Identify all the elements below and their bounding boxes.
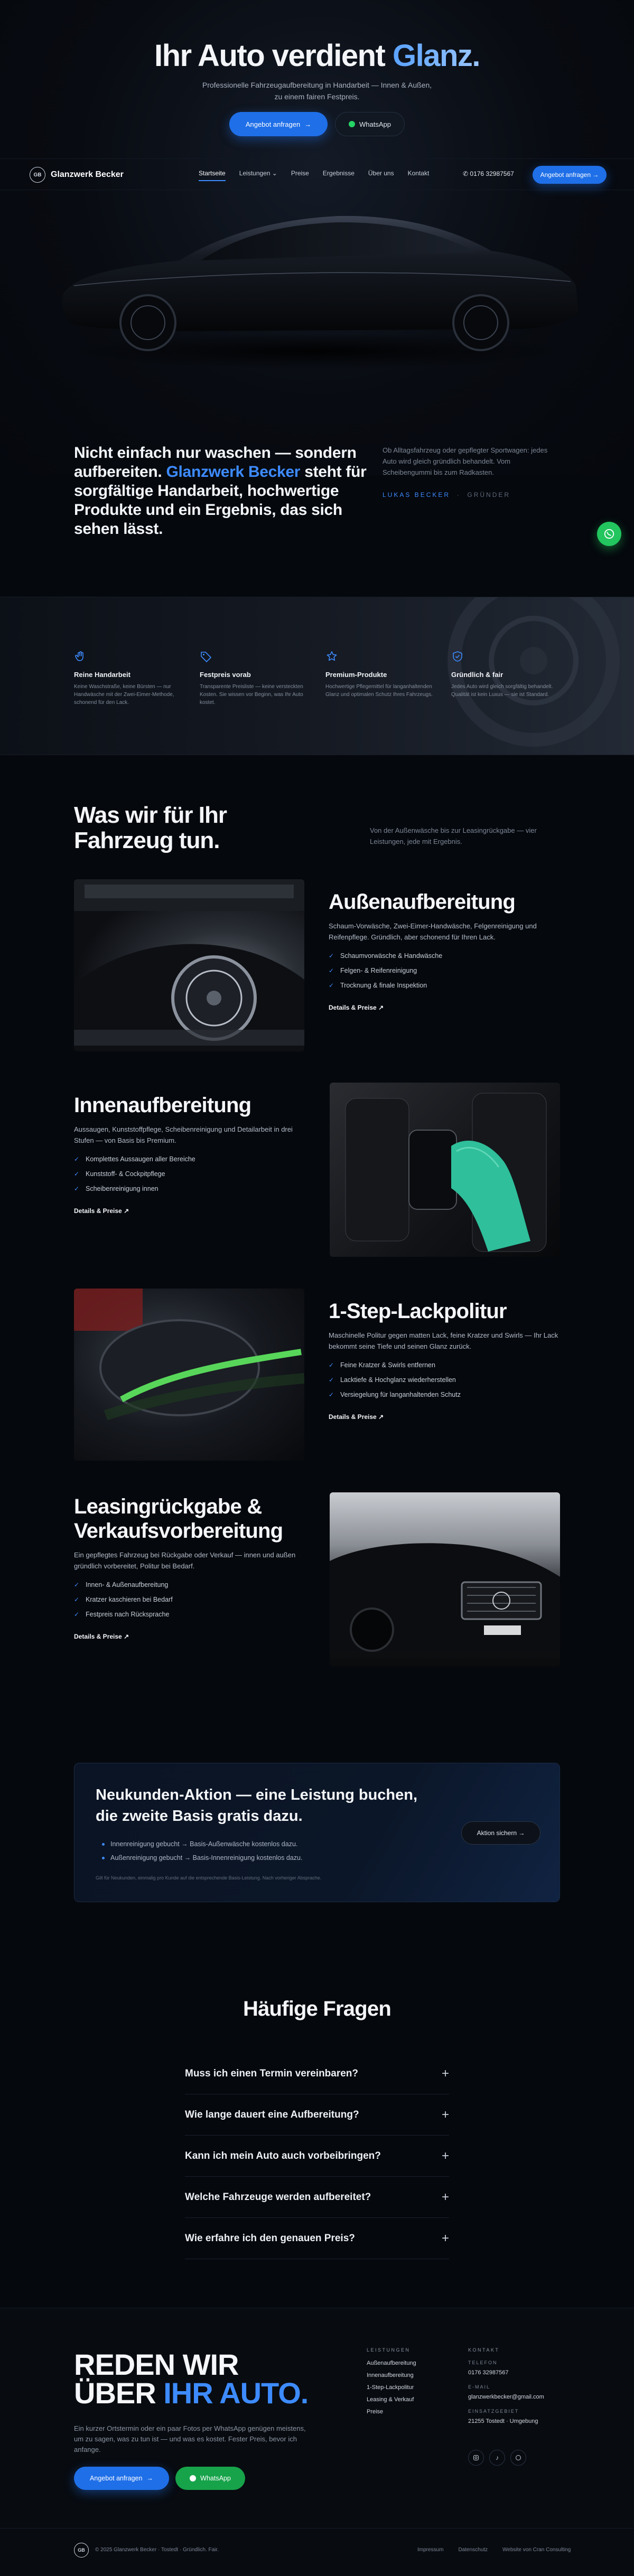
plus-icon: + xyxy=(441,2148,449,2163)
promo-bullet: Innenreinigung gebucht → Basis-Außenwäsche kostenlos dazu. xyxy=(110,1840,302,1848)
footer-text: Ein kurzer Ortstermin oder ein paar Fotos per WhatsApp genügen meistens, um zu sagen, was zu tun ist — und was es kostet. Fester Preis, bevor ich anfange. xyxy=(74,2424,306,2453)
service-polish xyxy=(329,1299,561,1422)
arrow-right-icon: → xyxy=(304,120,312,128)
service-polish-title: 1-Step-Lackpolitur xyxy=(329,1300,507,1323)
whatsapp-float-button[interactable] xyxy=(597,522,621,546)
plus-icon: + xyxy=(441,2107,449,2122)
footer-privacy-link[interactable]: Datenschutz xyxy=(458,2547,488,2553)
brand-name: Glanzwerk Becker xyxy=(51,170,124,179)
logo-mark: GB xyxy=(30,167,45,183)
service-interior xyxy=(74,1093,306,1216)
hand-icon xyxy=(74,650,87,663)
feature-gruendlich: Gründlich & fair Jedes Auto wird gleich sorgfältig behandelt. Qualität ist kein Luxus — sie ist Standard. xyxy=(451,650,562,699)
footer-legal-links xyxy=(417,2547,571,2553)
nav-item-kontakt[interactable]: Kontakt xyxy=(407,170,430,177)
features-band xyxy=(0,597,634,755)
feature-premium: Premium-Produkte Hochwertige Pflegemittel für langanhaltenden Glanz und optimalen Schutz Ihres Fahrzeugs. xyxy=(325,650,436,699)
service-exterior-image xyxy=(74,879,304,1051)
phone-icon: ✆ xyxy=(463,170,469,177)
nav-quote-button[interactable]: Angebot anfragen → xyxy=(533,166,607,184)
service-leasing-bullet: ✓ Festpreis nach Rücksprache xyxy=(74,1611,306,1618)
nav-item-startseite[interactable]: Startseite xyxy=(199,170,226,181)
service-interior-bullet: ✓ Komplettes Aussaugen aller Bereiche xyxy=(74,1155,306,1163)
faq-list xyxy=(185,2053,449,2259)
hero-quote-button[interactable]: Angebot anfragen → xyxy=(229,112,328,136)
hero-whatsapp-button[interactable]: WhatsApp xyxy=(335,112,405,136)
founder-signature: LUKAS BECKER · GRÜNDER xyxy=(383,491,511,499)
service-leasing-title: Leasingrückgabe & Verkaufsvorbereitung xyxy=(74,1495,283,1543)
service-polish-bullet: ✓ Feine Kratzer & Swirls entfernen xyxy=(329,1361,561,1369)
hero-title-accent: Glanz. xyxy=(392,39,480,73)
footer-credit-link[interactable]: Website von Cran Consulting xyxy=(502,2547,571,2553)
hero-car-image xyxy=(42,193,592,372)
arrow-up-right-icon: ↗ xyxy=(378,1413,384,1421)
service-interior-details-link[interactable]: Details & Preise ↗ xyxy=(74,1207,129,1215)
service-polish-text: Maschinelle Politur gegen matten Lack, feine Kratzer und Swirls — Ihr Lack bekommt seine Tiefe und seinen Glanz zurück. xyxy=(329,1331,558,1350)
footer-link[interactable]: Leasing & Verkauf xyxy=(367,2396,414,2403)
shield-icon xyxy=(451,650,464,663)
promo-claim-button[interactable]: Aktion sichern → xyxy=(461,1821,540,1845)
nav-phone[interactable]: ✆ 0176 32987567 xyxy=(463,170,514,177)
footer-phone[interactable]: 0176 32987567 xyxy=(468,2370,509,2376)
intro-side-text: Ob Alltagsfahrzeug oder gepflegter Sportwagen: jedes Auto wird gleich gründlich behandelt. Vom Scheibengummi bis zum Radkasten. xyxy=(383,446,548,476)
faq-item[interactable]: Wie lange dauert eine Aufbereitung? + xyxy=(185,2094,449,2136)
service-exterior-bullet: ✓ Schaumvorwäsche & Handwäsche xyxy=(329,952,561,960)
service-exterior-bullet: ✓ Felgen- & Reifenreinigung xyxy=(329,967,561,974)
main-nav xyxy=(0,158,634,190)
plus-icon: + xyxy=(441,2231,449,2245)
service-leasing-details-link[interactable]: Details & Preise ↗ xyxy=(74,1633,129,1640)
intro-statement: Nicht einfach nur waschen — sondern aufbereiten. Glanzwerk Becker steht für sorgfältige Handarbeit, hochwertige Produkte und ein Ergebnis, das sich sehen lässt. xyxy=(74,444,367,538)
promo-title: Neukunden-Aktion — eine Leistung buchen, die zweite Basis gratis dazu. xyxy=(96,1787,418,1825)
service-leasing-text: Ein gepflegtes Fahrzeug bei Rückgabe oder Verkauf — innen und außen gründlich vorbereitet, Politur bei Bedarf. xyxy=(74,1551,296,1570)
feature-festpreis: Festpreis vorab Transparente Preisliste — keine versteckten Kosten. Sie wissen vor Beginn, was Ihr Auto kostet. xyxy=(200,650,311,707)
service-exterior-bullet: ✓ Trocknung & finale Inspektion xyxy=(329,982,561,989)
plus-icon: + xyxy=(441,2189,449,2204)
footer-contact-column: KONTAKT TELEFON 0176 32987567 E-MAIL glanzwerkbecker@gmail.com EINSATZGEBIET 21255 Tostedt · Umgebung xyxy=(468,2347,544,2424)
faq-title: Häufige Fragen xyxy=(243,1997,391,2020)
faq-item[interactable]: Welche Fahrzeuge werden aufbereitet? + xyxy=(185,2177,449,2218)
service-polish-details-link[interactable]: Details & Preise ↗ xyxy=(329,1413,384,1421)
footer xyxy=(0,2308,634,2576)
service-exterior-details-link[interactable]: Details & Preise ↗ xyxy=(329,1004,384,1011)
service-leasing-bullet: ✓ Innen- & Außenaufbereitung xyxy=(74,1581,306,1588)
faq-item[interactable]: Muss ich einen Termin vereinbaren? + xyxy=(185,2053,449,2094)
service-exterior-title: Außenaufbereitung xyxy=(329,890,516,914)
footer-title: REDEN WIR ÜBER IHR AUTO. xyxy=(74,2348,309,2410)
footer-link[interactable]: Preise xyxy=(367,2409,384,2415)
faq-item[interactable]: Wie erfahre ich den genauen Preis? + xyxy=(185,2218,449,2259)
service-exterior-text: Schaum-Vorwäsche, Zwei-Eimer-Handwäsche, Felgenreinigung und Reifenpflege. Gründlich, aber schonend für Ihren Lack. xyxy=(329,922,537,941)
whatsapp-icon xyxy=(190,2475,196,2481)
promo-fine-print: Gilt für Neukunden, einmalig pro Kunde auf die entsprechende Basis-Leistung. Nach vorheriger Absprache. xyxy=(96,1875,322,1881)
whatsapp-icon xyxy=(603,528,615,540)
whatsapp-icon xyxy=(349,121,355,127)
service-polish-bullet: ✓ Lacktiefe & Hochglanz wiederherstellen xyxy=(329,1376,561,1384)
footer-whatsapp-button[interactable]: WhatsApp xyxy=(175,2467,245,2490)
footer-quote-button[interactable]: Angebot anfragen → xyxy=(74,2467,169,2490)
star-icon xyxy=(325,650,338,663)
chevron-down-icon: ⌄ xyxy=(272,170,277,177)
plus-icon: + xyxy=(441,2066,449,2081)
promo-box xyxy=(74,1763,560,1902)
footer-copyright: © 2025 Glanzwerk Becker · Tostedt · Gründlich. Fair. xyxy=(95,2547,219,2553)
tag-icon xyxy=(200,650,212,663)
service-interior-title: Innenaufbereitung xyxy=(74,1094,251,1117)
hero-section xyxy=(0,0,634,475)
service-exterior xyxy=(329,890,561,1012)
arrow-up-right-icon: ↗ xyxy=(124,1633,129,1640)
tiktok-icon[interactable]: ♪ xyxy=(489,2450,505,2466)
hero-subtitle: Professionelle Fahrzeugaufbereitung in Handarbeit — Innen & Außen, zu einem fairen Festpreis. xyxy=(202,81,432,101)
nav-item-preise[interactable]: Preise xyxy=(291,170,309,177)
service-interior-bullet: ✓ Kunststoff- & Cockpitpflege xyxy=(74,1170,306,1178)
nav-item-leistungen[interactable]: Leistungen ⌄ xyxy=(239,170,277,181)
footer-logo[interactable]: GB xyxy=(74,2543,89,2558)
footer-imprint-link[interactable]: Impressum xyxy=(417,2547,444,2553)
service-leasing-bullet: ✓ Kratzer kaschieren bei Bedarf xyxy=(74,1596,306,1603)
service-leasing xyxy=(74,1494,306,1641)
whatsapp-icon[interactable] xyxy=(510,2450,526,2466)
nav-item-ergebnisse[interactable]: Ergebnisse xyxy=(322,170,355,177)
promo-bullet: Außenreinigung gebucht → Basis-Innenreinigung kostenlos dazu. xyxy=(110,1854,303,1862)
nav-items xyxy=(199,170,429,181)
services-title: Was wir für Ihr Fahrzeug tun. xyxy=(74,802,227,853)
service-interior-image xyxy=(330,1083,560,1257)
service-polish-image xyxy=(74,1289,304,1461)
footer-email[interactable]: glanzwerkbecker@gmail.com xyxy=(468,2394,544,2400)
service-interior-text: Aussaugen, Kunststoffpflege, Scheibenreinigung und Detailarbeit in drei Stufen — von Basis bis Premium. xyxy=(74,1125,293,1144)
hero-title: Ihr Auto verdient Glanz. xyxy=(154,39,480,73)
footer-link[interactable]: Außenaufbereitung xyxy=(367,2360,416,2366)
arrow-right-icon: → xyxy=(146,2475,153,2482)
footer-link[interactable]: 1-Step-Lackpolitur xyxy=(367,2384,414,2391)
footer-area: 21255 Tostedt · Umgebung xyxy=(468,2418,538,2424)
nav-item-ueber-uns[interactable]: Über uns xyxy=(368,170,394,177)
faq-item[interactable]: Kann ich mein Auto auch vorbeibringen? + xyxy=(185,2136,449,2177)
service-leasing-image xyxy=(330,1492,560,1667)
arrow-up-right-icon: ↗ xyxy=(124,1207,129,1215)
instagram-icon[interactable] xyxy=(468,2450,484,2466)
service-polish-bullet: ✓ Versiegelung für langanhaltenden Schutz xyxy=(329,1391,561,1398)
arrow-up-right-icon: ↗ xyxy=(378,1004,384,1011)
footer-services-column: LEISTUNGEN Außenaufbereitung Innenaufbereitung 1-Step-Lackpolitur Leasing & Verkauf Preise xyxy=(367,2347,416,2415)
footer-link[interactable]: Innenaufbereitung xyxy=(367,2372,414,2378)
service-interior-bullet: ✓ Scheibenreinigung innen xyxy=(74,1185,306,1192)
services-intro: Von der Außenwäsche bis zur Leasingrückgabe — vier Leistungen, jede mit Ergebnis. xyxy=(370,826,537,845)
feature-handarbeit: Reine Handarbeit Keine Waschstraße, keine Bürsten — nur Handwäsche mit der Zwei-Eimer-Methode, schonend für den Lack. xyxy=(74,650,185,707)
logo[interactable] xyxy=(30,167,124,183)
